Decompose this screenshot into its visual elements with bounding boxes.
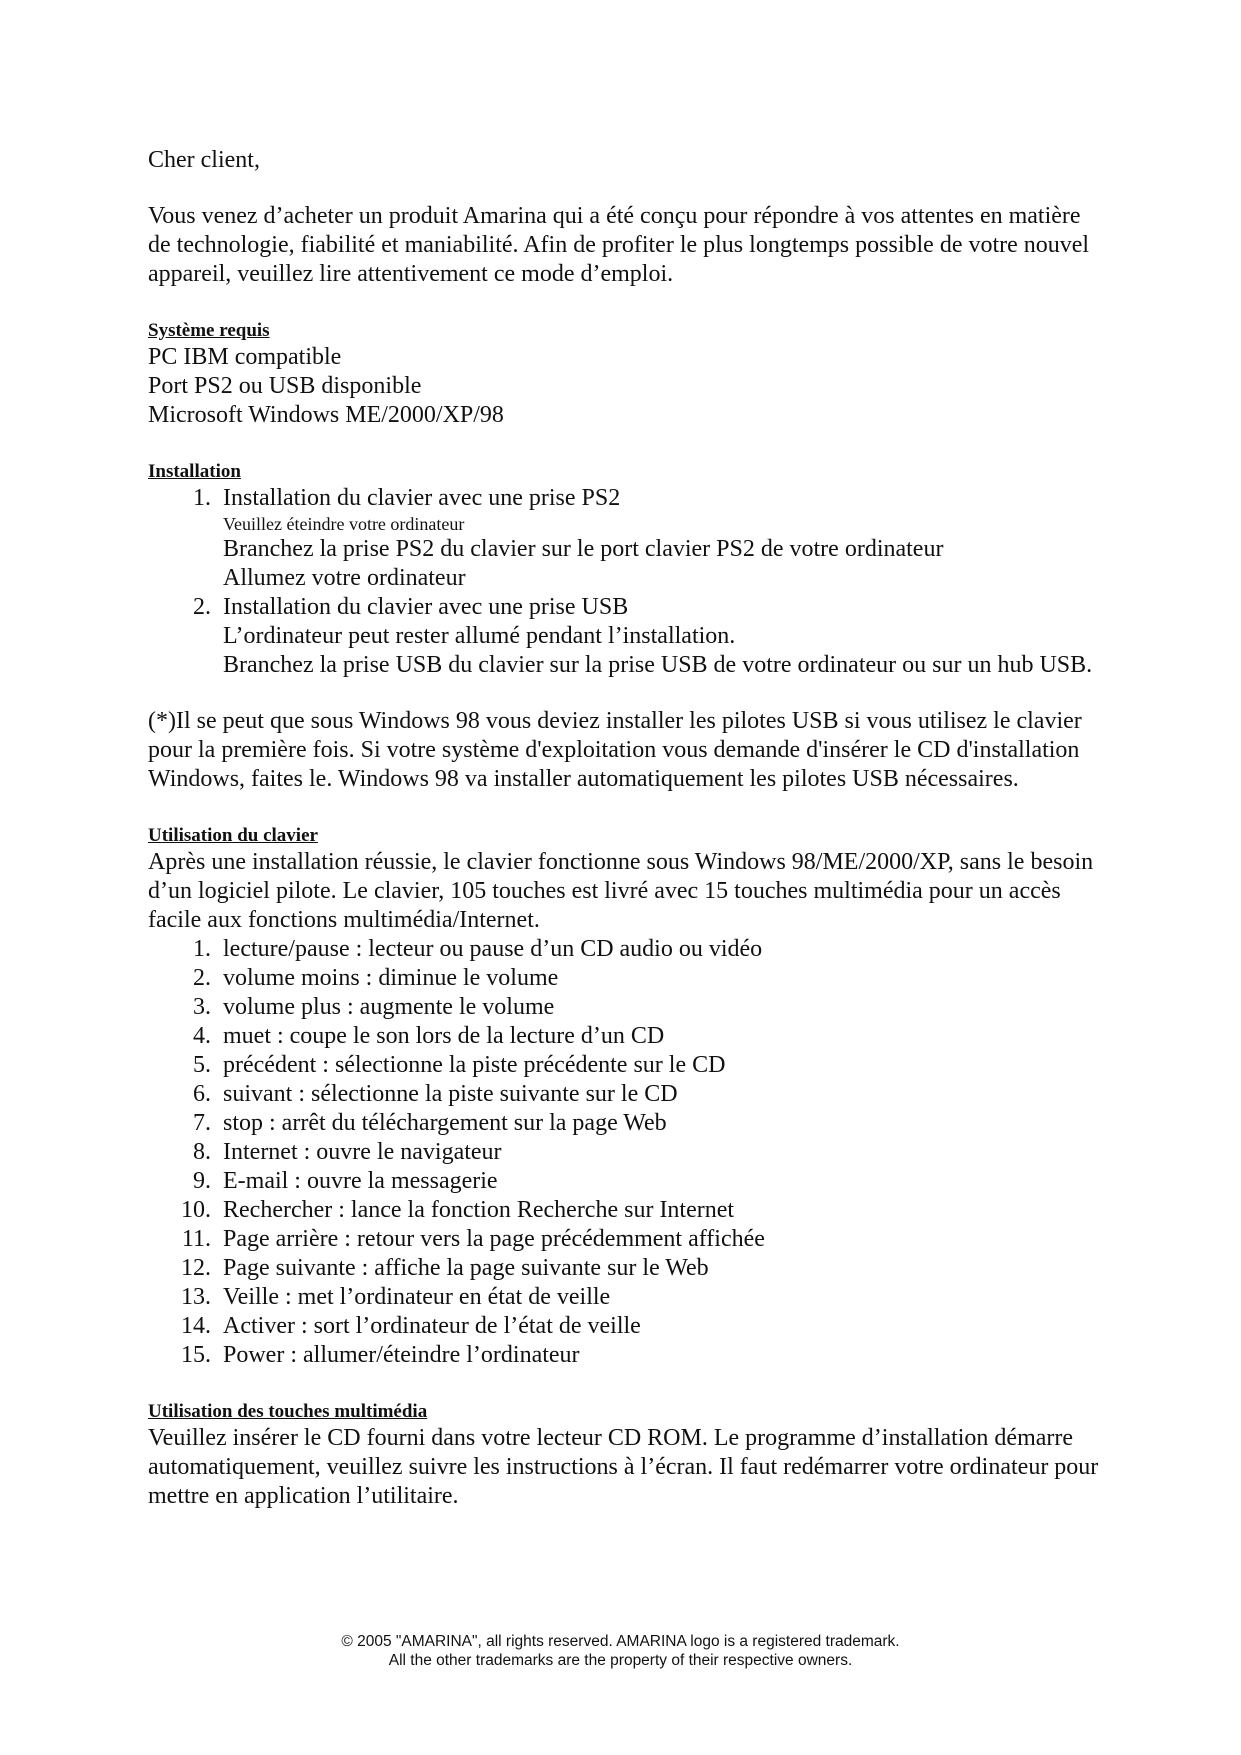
greeting: Cher client, [148,147,260,173]
list-item [148,1312,1108,1341]
trademark-line: All the other trademarks are the property of their respective owners. [388,1652,853,1669]
item-number: 2. [193,965,211,991]
item-text: précédent : sélectionne la piste précédente sur le CD [223,1052,726,1078]
list-item [148,1283,1108,1312]
keyboard-usage-section [148,824,1108,1370]
list-item [148,993,1108,1022]
keyboard-usage-text: Après une installation réussie, le clavier fonctionne sous Windows 98/ME/2000/XP, sans le besoin d’un logiciel pilote. Le clavier, 105 touches est livré avec 15 touches multimédia pour un accès facile aux fonctions multimédia/Internet. [148,849,1094,933]
system-requirements-heading: Système requis [148,320,270,341]
item-text: lecture/pause : lecteur ou pause d’un CD audio ou vidéo [223,936,763,962]
step-number: 1. [193,485,211,511]
system-requirement-line: Microsoft Windows ME/2000/XP/98 [148,402,504,428]
step-number: 2. [193,594,211,620]
list-item [148,1022,1108,1051]
item-number: 9. [193,1168,211,1194]
list-item [148,1109,1108,1138]
item-number: 10. [181,1197,211,1223]
copyright-line: © 2005 "AMARINA", all rights reserved. AMARINA logo is a registered trademark. [341,1633,900,1650]
multimedia-keys-heading: Utilisation des touches multimédia [148,1401,428,1422]
step-line: L’ordinateur peut rester allumé pendant l’installation. [223,623,736,649]
list-item [148,1051,1108,1080]
installation-steps [148,484,1108,680]
step-line: Allumez votre ordinateur [223,565,466,591]
item-text: Rechercher : lance la fonction Recherche sur Internet [223,1197,735,1223]
item-text: Veille : met l’ordinateur en état de veille [223,1284,611,1310]
item-number: 4. [193,1023,211,1049]
usb-driver-footnote: (*)Il se peut que sous Windows 98 vous deviez installer les pilotes USB si vous utilisez le clavier pour la première fois. Si votre système d'exploitation vous demande d'insérer le CD d'installation Windows, faites le. Windows 98 va installer automatiquement les pilotes USB nécessaires. [148,708,1082,792]
list-item [148,1341,1108,1370]
step-title: Installation du clavier avec une prise USB [223,594,629,620]
item-text: volume moins : diminue le volume [223,965,559,991]
item-number: 3. [193,994,211,1020]
item-text: Page suivante : affiche la page suivante sur le Web [223,1255,709,1281]
item-text: volume plus : augmente le volume [223,994,555,1020]
list-item [148,1225,1108,1254]
item-text: Power : allumer/éteindre l’ordinateur [223,1342,580,1368]
installation-step [148,484,1108,593]
multimedia-keys-text: Veuillez insérer le CD fourni dans votre lecteur CD ROM. Le programme d’installation démarre automatiquement, veuillez suivre les instructions à l’écran. Il faut redémarrer votre ordinateur pour mettre en application l’utilitaire. [148,1425,1099,1509]
step-line: Branchez la prise PS2 du clavier sur le port clavier PS2 de votre ordinateur [223,536,944,562]
installation-section [148,460,1108,794]
installation-heading: Installation [148,461,241,482]
item-text: Activer : sort l’ordinateur de l’état de veille [223,1313,641,1339]
list-item [148,1080,1108,1109]
step-line: Branchez la prise USB du clavier sur la prise USB de votre ordinateur ou sur un hub USB. [223,652,1093,678]
list-item [148,964,1108,993]
list-item [148,935,1108,964]
item-text: muet : coupe le son lors de la lecture d’un CD [223,1023,665,1049]
intro-paragraph: Vous venez d’acheter un produit Amarina qui a été conçu pour répondre à vos attentes en matière de technologie, fiabilité et maniabilité. Afin de profiter le plus longtemps possible de votre nouvel appareil, veuillez lire attentivement ce mode d’emploi. [148,203,1090,287]
system-requirement-line: PC IBM compatible [148,344,342,370]
item-text: E-mail : ouvre la messagerie [223,1168,498,1194]
item-number: 13. [181,1284,211,1310]
list-item [148,1254,1108,1283]
item-number: 1. [193,936,211,962]
system-requirements-section [148,319,1108,430]
system-requirement-line: Port PS2 ou USB disponible [148,373,422,399]
item-number: 15. [181,1342,211,1368]
item-number: 6. [193,1081,211,1107]
installation-step [148,593,1108,680]
keyboard-usage-heading: Utilisation du clavier [148,825,318,846]
item-number: 11. [181,1226,211,1252]
step-note: Veuillez éteindre votre ordinateur [223,514,465,534]
list-item [148,1138,1108,1167]
document-page [148,146,1108,1511]
item-number: 7. [193,1110,211,1136]
multimedia-keys-section [148,1400,1108,1511]
copyright-footer [0,1632,1241,1670]
list-item [148,1167,1108,1196]
item-text: Internet : ouvre le navigateur [223,1139,502,1165]
multimedia-keys-list [148,935,1108,1370]
item-number: 8. [193,1139,211,1165]
list-item [148,1196,1108,1225]
step-title: Installation du clavier avec une prise PS2 [223,485,621,511]
item-number: 14. [181,1313,211,1339]
item-text: Page arrière : retour vers la page précédemment affichée [223,1226,765,1252]
item-text: stop : arrêt du téléchargement sur la page Web [223,1110,667,1136]
item-text: suivant : sélectionne la piste suivante sur le CD [223,1081,678,1107]
item-number: 12. [181,1255,211,1281]
item-number: 5. [193,1052,211,1078]
